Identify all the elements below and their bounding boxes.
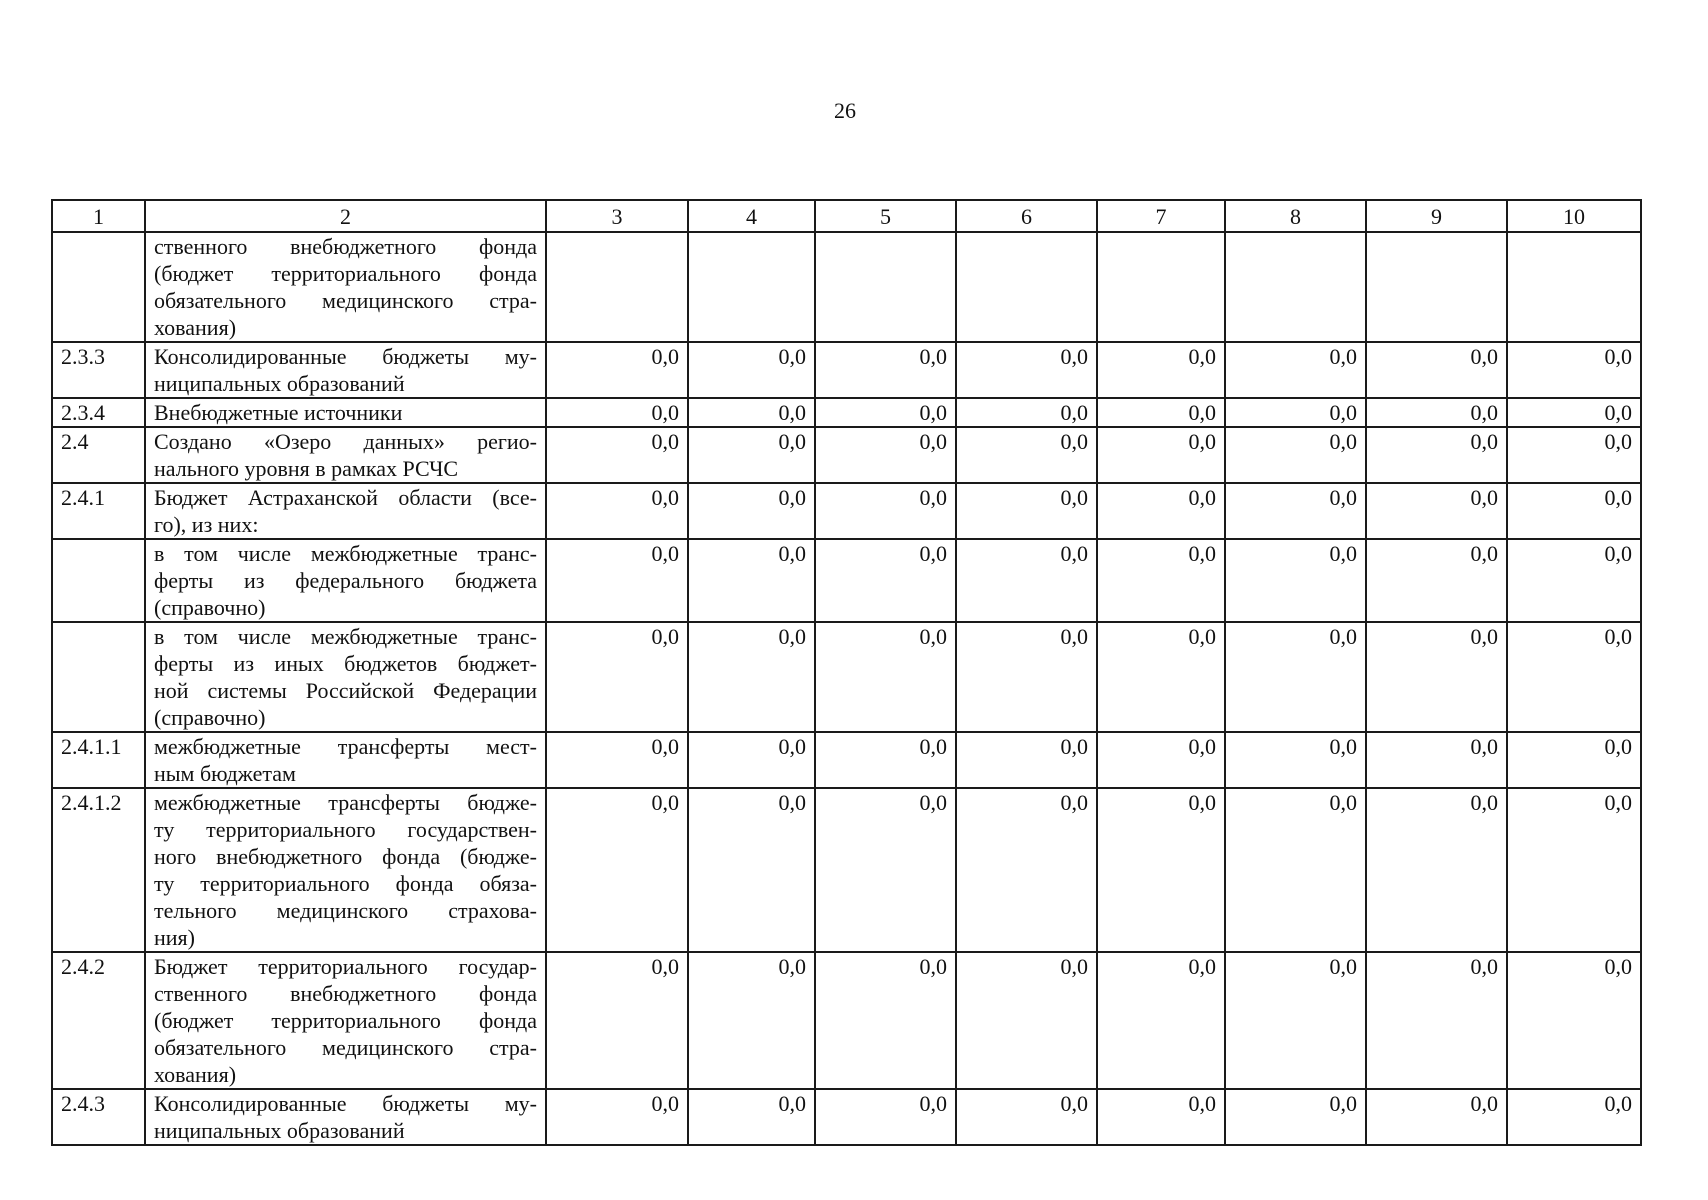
description-line: межбюджетные трансферты мест- (154, 734, 537, 759)
description-line: нального уровня в рамках РСЧС (154, 456, 459, 481)
row-description (145, 788, 546, 952)
value-cell: 0,0 (956, 539, 1097, 622)
value-cell: 0,0 (1097, 483, 1225, 539)
description-line: тельного медицинского страхова- (154, 898, 537, 923)
value-cell: 0,0 (815, 732, 956, 788)
value-cell: 0,0 (546, 398, 688, 427)
table-row (52, 427, 1641, 483)
value-cell: 0,0 (546, 539, 688, 622)
row-description (145, 732, 546, 788)
header-cell: 4 (688, 200, 815, 232)
value-cell: 0,0 (1225, 539, 1366, 622)
value-cell: 0,0 (815, 427, 956, 483)
value-cell: 0,0 (1507, 427, 1641, 483)
value-cell: 0,0 (546, 1089, 688, 1145)
row-code: 2.4.1.2 (52, 788, 145, 952)
value-cell: 0,0 (815, 398, 956, 427)
description-line: ственного внебюджетного фонда (154, 981, 537, 1006)
value-cell: 0,0 (1507, 788, 1641, 952)
value-cell: 0,0 (1366, 342, 1507, 398)
description-line: (справочно) (154, 595, 266, 620)
value-cell: 0,0 (1097, 732, 1225, 788)
row-description (145, 398, 546, 427)
value-cell: 0,0 (1366, 732, 1507, 788)
value-cell: 0,0 (1225, 732, 1366, 788)
description-line: Консолидированные бюджеты му- (154, 1091, 537, 1116)
description-line: Бюджет территориального государ- (154, 954, 537, 979)
value-cell: 0,0 (1507, 398, 1641, 427)
value-cell: 0,0 (688, 342, 815, 398)
header-row (52, 200, 1641, 232)
description-line: Консолидированные бюджеты му- (154, 344, 537, 369)
value-cell: 0,0 (1225, 788, 1366, 952)
value-cell: 0,0 (1097, 398, 1225, 427)
table-row (52, 342, 1641, 398)
table-row (52, 539, 1641, 622)
row-code: 2.4.1.1 (52, 732, 145, 788)
value-cell: 0,0 (956, 788, 1097, 952)
value-cell: 0,0 (1225, 1089, 1366, 1145)
value-cell: 0,0 (546, 622, 688, 732)
description-line: ственного внебюджетного фонда (154, 234, 537, 259)
description-line: ту территориального государствен- (154, 817, 537, 842)
value-cell (1507, 232, 1641, 342)
table-row (52, 398, 1641, 427)
value-cell: 0,0 (1097, 427, 1225, 483)
row-code: 2.4.1 (52, 483, 145, 539)
value-cell: 0,0 (546, 732, 688, 788)
value-cell: 0,0 (1366, 1089, 1507, 1145)
description-line: го), из них: (154, 512, 259, 537)
row-description (145, 427, 546, 483)
description-line: ферты из федерального бюджета (154, 568, 537, 593)
value-cell: 0,0 (1366, 622, 1507, 732)
row-description (145, 952, 546, 1089)
value-cell: 0,0 (1225, 483, 1366, 539)
value-cell: 0,0 (956, 622, 1097, 732)
description-line: хования) (154, 315, 237, 340)
value-cell: 0,0 (546, 342, 688, 398)
description-line: Внебюджетные источники (154, 400, 403, 425)
table-row (52, 483, 1641, 539)
description-line: ниципальных образований (154, 1118, 405, 1143)
value-cell: 0,0 (688, 539, 815, 622)
value-cell: 0,0 (956, 483, 1097, 539)
value-cell: 0,0 (688, 427, 815, 483)
value-cell: 0,0 (688, 732, 815, 788)
value-cell: 0,0 (815, 1089, 956, 1145)
header-cell: 1 (52, 200, 145, 232)
value-cell: 0,0 (1366, 539, 1507, 622)
value-cell: 0,0 (1366, 398, 1507, 427)
description-line: в том числе межбюджетные транс- (154, 541, 537, 566)
value-cell: 0,0 (1507, 539, 1641, 622)
row-description (145, 1089, 546, 1145)
value-cell (688, 232, 815, 342)
row-description (145, 539, 546, 622)
table-row (52, 1089, 1641, 1145)
description-line: хования) (154, 1062, 237, 1087)
row-code: 2.3.3 (52, 342, 145, 398)
row-code (52, 539, 145, 622)
value-cell: 0,0 (956, 427, 1097, 483)
value-cell (546, 232, 688, 342)
value-cell: 0,0 (688, 398, 815, 427)
description-line: межбюджетные трансферты бюдже- (154, 790, 537, 815)
value-cell: 0,0 (1097, 952, 1225, 1089)
value-cell: 0,0 (956, 342, 1097, 398)
row-code: 2.4.3 (52, 1089, 145, 1145)
value-cell: 0,0 (546, 952, 688, 1089)
value-cell: 0,0 (688, 622, 815, 732)
value-cell: 0,0 (1366, 483, 1507, 539)
value-cell: 0,0 (1225, 952, 1366, 1089)
budget-table (51, 199, 1642, 1146)
value-cell: 0,0 (1225, 342, 1366, 398)
value-cell: 0,0 (815, 788, 956, 952)
description-line: Бюджет Астраханской области (все- (154, 485, 537, 510)
value-cell: 0,0 (1225, 622, 1366, 732)
value-cell: 0,0 (1507, 483, 1641, 539)
value-cell: 0,0 (956, 1089, 1097, 1145)
description-line: ферты из иных бюджетов бюджет- (154, 651, 537, 676)
table-row (52, 732, 1641, 788)
value-cell: 0,0 (546, 483, 688, 539)
row-code: 2.4 (52, 427, 145, 483)
value-cell: 0,0 (815, 539, 956, 622)
description-line: Создано «Озеро данных» регио- (154, 429, 537, 454)
value-cell: 0,0 (546, 427, 688, 483)
value-cell (815, 232, 956, 342)
value-cell: 0,0 (1507, 1089, 1641, 1145)
description-line: ной системы Российской Федерации (154, 678, 537, 703)
description-line: (бюджет территориального фонда (154, 261, 537, 286)
description-line: в том числе межбюджетные транс- (154, 624, 537, 649)
description-line: ного внебюджетного фонда (бюдже- (154, 844, 537, 869)
description-line: обязательного медицинского стра- (154, 288, 537, 313)
row-description (145, 483, 546, 539)
value-cell: 0,0 (1225, 398, 1366, 427)
header-cell: 6 (956, 200, 1097, 232)
value-cell: 0,0 (1097, 539, 1225, 622)
table-row (52, 622, 1641, 732)
description-line: ния) (154, 925, 195, 950)
description-line: (бюджет территориального фонда (154, 1008, 537, 1033)
value-cell: 0,0 (688, 952, 815, 1089)
value-cell: 0,0 (1366, 788, 1507, 952)
value-cell (1225, 232, 1366, 342)
value-cell: 0,0 (815, 342, 956, 398)
row-description (145, 342, 546, 398)
row-code: 2.3.4 (52, 398, 145, 427)
value-cell: 0,0 (1507, 342, 1641, 398)
header-cell: 9 (1366, 200, 1507, 232)
table-row (52, 232, 1641, 342)
value-cell (1366, 232, 1507, 342)
page-number: 26 (834, 98, 856, 123)
value-cell: 0,0 (1097, 622, 1225, 732)
table-body (52, 200, 1641, 1145)
header-cell: 10 (1507, 200, 1641, 232)
value-cell: 0,0 (1225, 427, 1366, 483)
value-cell: 0,0 (688, 1089, 815, 1145)
value-cell: 0,0 (815, 952, 956, 1089)
value-cell: 0,0 (688, 483, 815, 539)
header-cell: 2 (145, 200, 546, 232)
value-cell: 0,0 (1507, 622, 1641, 732)
value-cell: 0,0 (1097, 342, 1225, 398)
value-cell: 0,0 (815, 622, 956, 732)
value-cell (1097, 232, 1225, 342)
row-description (145, 232, 546, 342)
value-cell: 0,0 (546, 788, 688, 952)
description-line: обязательного медицинского стра- (154, 1035, 537, 1060)
table-row (52, 788, 1641, 952)
value-cell: 0,0 (1097, 788, 1225, 952)
row-description (145, 622, 546, 732)
header-cell: 8 (1225, 200, 1366, 232)
value-cell (956, 232, 1097, 342)
header-cell: 7 (1097, 200, 1225, 232)
value-cell: 0,0 (1507, 732, 1641, 788)
value-cell: 0,0 (1366, 427, 1507, 483)
value-cell: 0,0 (688, 788, 815, 952)
table-row (52, 952, 1641, 1089)
description-line: (справочно) (154, 705, 266, 730)
value-cell: 0,0 (956, 732, 1097, 788)
value-cell: 0,0 (1097, 1089, 1225, 1145)
description-line: ниципальных образований (154, 371, 405, 396)
value-cell: 0,0 (815, 483, 956, 539)
header-cell: 5 (815, 200, 956, 232)
value-cell: 0,0 (1366, 952, 1507, 1089)
row-code: 2.4.2 (52, 952, 145, 1089)
header-cell: 3 (546, 200, 688, 232)
description-line: ным бюджетам (154, 761, 296, 786)
value-cell: 0,0 (956, 952, 1097, 1089)
row-code (52, 622, 145, 732)
value-cell: 0,0 (1507, 952, 1641, 1089)
row-code (52, 232, 145, 342)
value-cell: 0,0 (956, 398, 1097, 427)
description-line: ту территориального фонда обяза- (154, 871, 537, 896)
